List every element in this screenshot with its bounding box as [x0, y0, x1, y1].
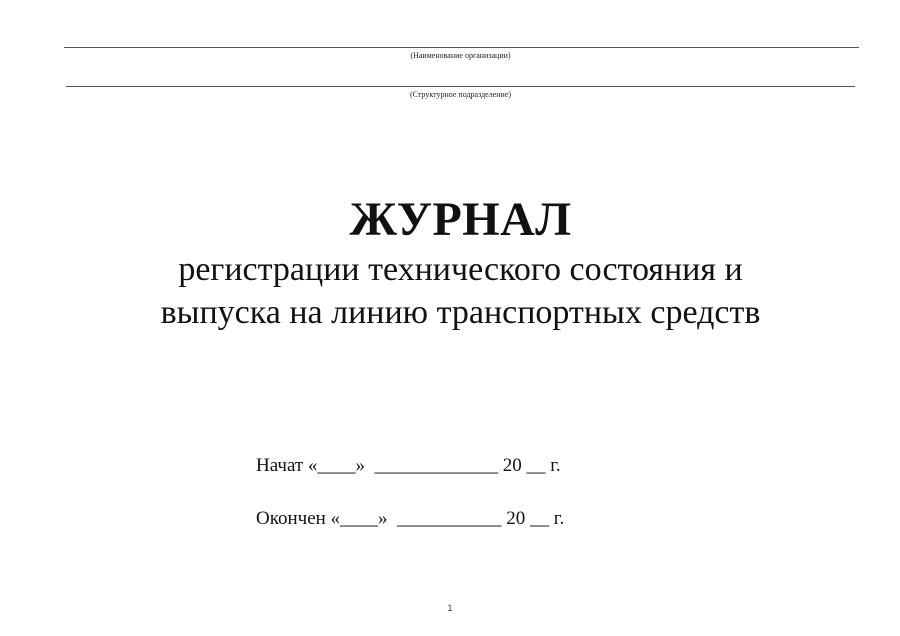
start-date-line: Начат «____» _____________ 20 __ г.	[256, 455, 561, 476]
department-name-line	[66, 86, 855, 87]
document-subtitle-line-2: выпуска на линию транспортных средств	[160, 294, 761, 331]
end-date-line: Окончен «____» ___________ 20 __ г.	[256, 508, 565, 529]
page-number: 1	[447, 603, 453, 613]
organization-name-line	[64, 47, 859, 48]
document-title: ЖУРНАЛ	[349, 193, 572, 246]
organization-caption: (Наименование организации)	[410, 51, 511, 60]
department-caption: (Структурное подразделение)	[409, 90, 512, 99]
document-subtitle-line-1: регистрации технического состояния и	[178, 251, 743, 288]
